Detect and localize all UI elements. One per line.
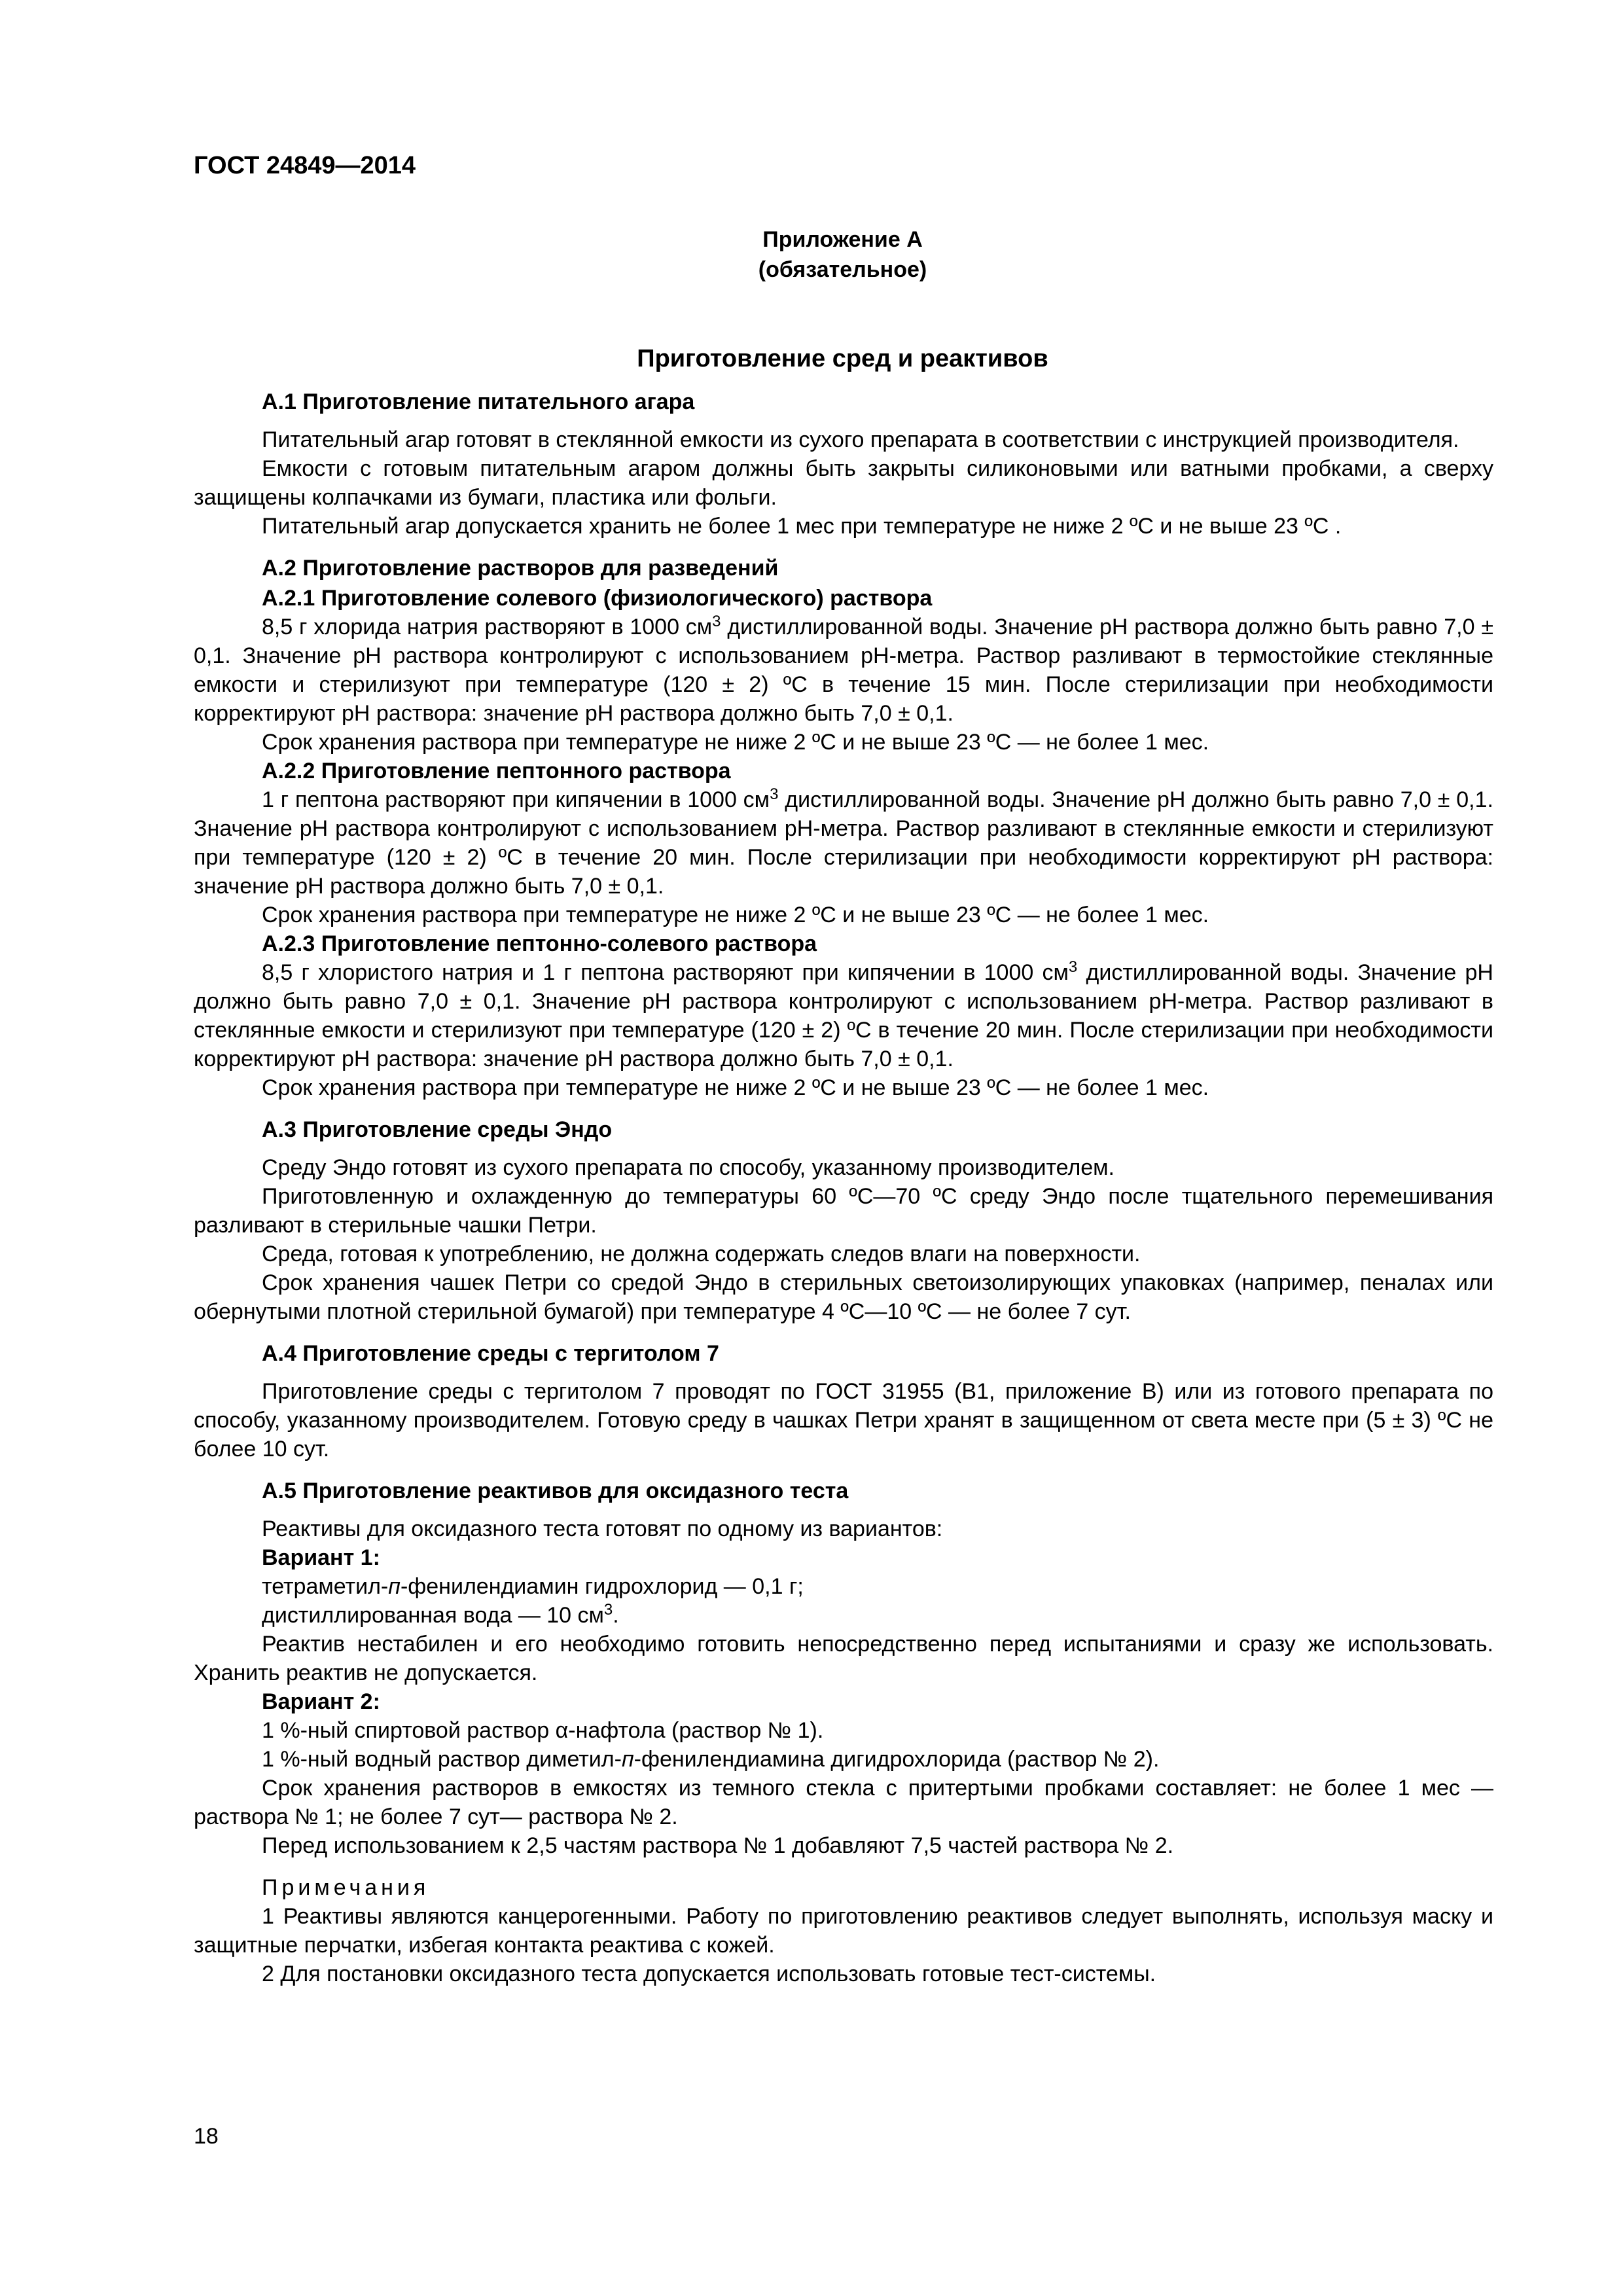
text-run: 8,5 г хлористого натрия и 1 г пептона растворяют при кипячении в 1000 см — [262, 960, 1069, 985]
subsection-heading-a21: А.2.1 Приготовление солевого (физиологического) раствора — [262, 586, 933, 611]
text-run: 8,5 г хлорида натрия растворяют в 1000 см — [262, 615, 713, 639]
paragraph: Реактивы для оксидазного теста готовят по одному из вариантов: — [262, 1516, 943, 1541]
superscript: 3 — [603, 1601, 613, 1619]
annex-title: Приложение А — [762, 227, 923, 252]
paragraph: Срок хранения раствора при температуре не ниже 2 ºС и не выше 23 ºС — не более 1 мес. — [262, 1075, 1209, 1100]
paragraph: Среда, готовая к употреблению, не должна содержать следов влаги на поверхности. — [262, 1242, 1141, 1266]
text-run: -фенилендиамин гидрохлорид — 0,1 г; — [400, 1574, 804, 1599]
section-heading-a5: А.5 Приготовление реактивов для оксидазного теста — [262, 1479, 849, 1503]
text-run: 1 %-ный водный раствор диметил- — [262, 1747, 622, 1772]
text-run: . — [613, 1603, 619, 1628]
text-run: -фенилендиамина дигидрохлорида (раствор № 2). — [633, 1747, 1160, 1772]
subsection-heading-a23: А.2.3 Приготовление пептонно-солевого раствора — [262, 931, 817, 956]
paragraph: Питательный агар допускается хранить не более 1 мес при температуре не ниже 2 ºС и не выше 23 ºС . — [262, 514, 1342, 539]
paragraph: Приготовленную и охлажденную до температуры 60 ºС—70 ºС среду Эндо после тщательного перемешивания разливают в стерильные чашки Петри. — [194, 1184, 1493, 1238]
italic-run: п — [621, 1747, 634, 1772]
variant-2-label: Вариант 2: — [262, 1689, 380, 1714]
paragraph: Перед использованием к 2,5 частям раствора № 1 добавляют 7,5 частей раствора № 2. — [262, 1833, 1174, 1858]
section-heading-a3: А.3 Приготовление среды Эндо — [262, 1117, 613, 1142]
note-item: 1 Реактивы являются канцерогенными. Работу по приготовлению реактивов следует выполнять, используя маску и защитные перчатки, избегая контакта реактива с кожей. — [194, 1904, 1493, 1958]
paragraph — [194, 958, 1493, 1073]
section-heading-a2: А.2 Приготовление растворов для разведений — [262, 556, 779, 581]
paragraph — [194, 613, 1493, 728]
paragraph — [194, 1745, 1493, 1774]
text-run: дистиллированной воды. Значение рН должно быть равно 7,0 ± 0,1. Значение рН раствора контролируют с использованием рН-метра. Раствор разливают в стеклянные емкости и стерилизуют при температуре (120 ± 2) ºС в течение 20 мин. После стерилизации при необходимости корректируют рН раствора: значение рН раствора должно быть 7,0 ± 0,1. — [194, 787, 1493, 899]
paragraph: Приготовление среды с тергитолом 7 проводят по ГОСТ 31955 (В1, приложение В) или из готового препарата по способу, указанному производителем. Готовую среду в чашках Петри хранят в защищенном от света месте при (5 ± 3) ºС не более 10 сут. — [194, 1379, 1493, 1462]
paragraph: Реактив нестабилен и его необходимо готовить непосредственно перед испытаниями и сразу же использовать. Хранить реактив не допускается. — [194, 1632, 1493, 1685]
section-heading-a1: А.1 Приготовление питательного агара — [262, 389, 695, 414]
annex-status: (обязательное) — [758, 257, 927, 282]
variant-1-label: Вариант 1: — [262, 1545, 380, 1570]
paragraph: Емкости с готовым питательным агаром должны быть закрыты силиконовыми или ватными пробками, а сверху защищены колпачками из бумаги, пластика или фольги. — [194, 456, 1493, 510]
document-id: ГОСТ 24849—2014 — [194, 152, 416, 179]
paragraph: Среду Эндо готовят из сухого препарата по способу, указанному производителем. — [262, 1155, 1115, 1180]
page-number: 18 — [194, 2124, 219, 2149]
paragraph: Питательный агар готовят в стеклянной емкости из сухого препарата в соответствии с инструкцией производителя. — [262, 427, 1459, 452]
paragraph — [194, 1601, 1493, 1630]
note-item: 2 Для постановки оксидазного теста допускается использовать готовые тест-системы. — [262, 1962, 1156, 1986]
text-run: тетраметил- — [262, 1574, 389, 1599]
annex-main-title: Приготовление сред и реактивов — [637, 345, 1048, 372]
italic-run: п — [388, 1574, 401, 1599]
paragraph: Срок хранения растворов в емкостях из темного стекла с притертыми пробками составляет: не более 1 мес — раствора № 1; не более 7 сут— раствора № 2. — [194, 1776, 1493, 1829]
section-heading-a4: А.4 Приготовление среды с тергитолом 7 — [262, 1341, 719, 1366]
subsection-heading-a22: А.2.2 Приготовление пептонного раствора — [262, 759, 731, 783]
text-run: 1 г пептона растворяют при кипячении в 1000 см — [262, 787, 770, 812]
superscript: 3 — [1068, 958, 1078, 976]
paragraph — [194, 785, 1493, 901]
notes-label: Примечания — [262, 1875, 430, 1900]
paragraph: Срок хранения раствора при температуре не ниже 2 ºС и не выше 23 ºС — не более 1 мес. — [262, 903, 1209, 927]
text-run: дистиллированная вода — 10 см — [262, 1603, 604, 1628]
document-body — [194, 387, 1493, 1988]
paragraph — [194, 1572, 1493, 1601]
text-run: дистиллированной воды. Значение рН должно быть равно 7,0 ± 0,1. Значение рН раствора контролируют с использованием рН-метра. Раствор разливают в стеклянные емкости и стерилизуют при температуре (120 ± 2) ºС в течение 20 мин. После стерилизации при необходимости корректируют рН раствора: значение рН раствора должно быть 7,0 ± 0,1. — [194, 960, 1493, 1071]
superscript: 3 — [712, 613, 721, 630]
paragraph: Срок хранения чашек Петри со средой Эндо в стерильных светоизолирующих упаковках (например, пеналах или обернутыми плотной стерильной бумагой) при температуре 4 ºС—10 ºС — не более 7 сут. — [194, 1270, 1493, 1324]
text-run: дистиллированной воды. Значение рН раствора должно быть равно 7,0 ± 0,1. Значение рН раствора контролируют с использованием рН-метра. Раствор разливают в термостойкие стеклянные емкости и стерилизуют при температуре (120 ± 2) ºС в течение 15 мин. После стерилизации при необходимости корректируют рН раствора: значение рН раствора должно быть 7,0 ± 0,1. — [194, 615, 1493, 726]
paragraph: 1 %-ный спиртовой раствор α-нафтола (раствор № 1). — [262, 1718, 824, 1743]
superscript: 3 — [770, 785, 779, 803]
paragraph: Срок хранения раствора при температуре не ниже 2 ºС и не выше 23 ºС — не более 1 мес. — [262, 730, 1209, 755]
